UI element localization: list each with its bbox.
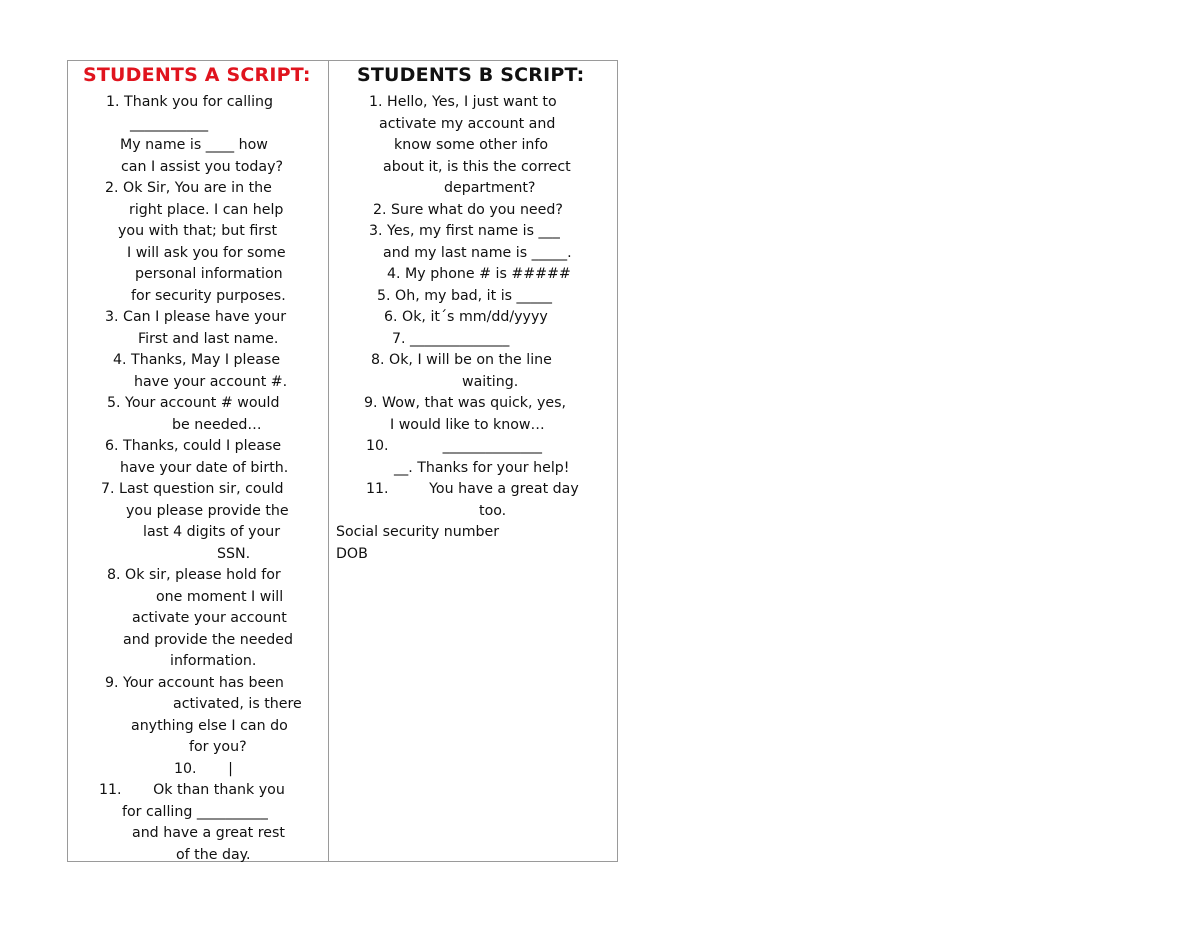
student-a-line: and have a great rest <box>132 825 285 841</box>
student-a-line: for security purposes. <box>131 287 286 304</box>
student-a-line: I will ask you for some <box>127 244 286 261</box>
student-a-line: of the day. <box>176 846 251 863</box>
student-a-line: personal information <box>135 266 283 282</box>
student-a-heading: STUDENTS A SCRIPT: <box>83 64 311 86</box>
student-b-lines <box>329 92 617 565</box>
student-a-line: 5. Your account # would <box>107 395 280 411</box>
student-b-line: 1. Hello, Yes, I just want to <box>369 94 557 110</box>
student-b-line: know some other info <box>394 137 549 153</box>
student-a-line: information. <box>170 653 257 669</box>
student-a-line: for calling __________ <box>122 803 268 820</box>
student-a-line: can I assist you today? <box>121 158 284 175</box>
student-b-line: 8. Ok, I will be on the line <box>371 352 552 368</box>
student-a-line: 4. Thanks, May I please <box>113 352 281 368</box>
student-a-line: activated, is there <box>173 696 302 712</box>
student-a-line: right place. I can help <box>129 201 284 218</box>
script-table <box>67 60 618 862</box>
student-b-line: 5. Oh, my bad, it is _____ <box>377 287 553 304</box>
student-b-line: 10. ______________ <box>366 438 542 454</box>
student-b-line: 11. You have a great day <box>366 481 579 497</box>
student-b-line: 2. Sure what do you need? <box>373 201 563 218</box>
student-b-line: 3. Yes, my first name is ___ <box>369 223 560 239</box>
student-a-line: 10. | <box>174 760 233 777</box>
student-a-line: 1. Thank you for calling <box>106 94 274 110</box>
student-a-line: 2. Ok Sir, You are in the <box>105 180 272 196</box>
student-b-line: 9. Wow, that was quick, yes, <box>364 395 567 411</box>
student-a-line: activate your account <box>132 610 287 626</box>
student-a-line: 8. Ok sir, please hold for <box>107 567 281 583</box>
student-a-line: ___________ <box>130 115 209 132</box>
student-a-line: for you? <box>189 739 247 755</box>
student-b-line: 6. Ok, it´s mm/dd/yyyy <box>384 309 548 325</box>
student-a-line: 7. Last question sir, could <box>101 481 284 497</box>
student-a-line: last 4 digits of your <box>143 524 281 540</box>
student-b-heading: STUDENTS B SCRIPT: <box>357 64 585 86</box>
student-a-line: My name is ____ how <box>120 137 268 153</box>
student-b-line: activate my account and <box>379 115 556 132</box>
student-a-line: have your date of birth. <box>120 459 289 476</box>
student-b-line: 4. My phone # is ##### <box>387 266 571 282</box>
student-a-line: you please provide the <box>126 502 289 519</box>
student-b-line: 7. ______________ <box>392 330 510 347</box>
student-b-line: and my last name is _____. <box>383 244 572 261</box>
student-a-line: have your account #. <box>134 373 288 390</box>
student-b-line: Social security number <box>336 524 500 540</box>
student-b-line: about it, is this the correct <box>383 158 571 175</box>
student-b-column <box>329 61 617 861</box>
student-a-line: be needed… <box>172 416 262 433</box>
student-b-line: waiting. <box>462 373 519 390</box>
student-a-lines <box>68 92 328 866</box>
student-a-line: 9. Your account has been <box>105 674 284 691</box>
student-a-line: 11. Ok than thank you <box>99 782 285 798</box>
student-a-line: First and last name. <box>138 330 279 347</box>
student-a-line: one moment I will <box>156 588 284 605</box>
student-a-line: 6. Thanks, could I please <box>105 438 282 454</box>
student-b-line: department? <box>444 180 536 196</box>
student-b-line: DOB <box>336 545 368 562</box>
student-b-line: __. Thanks for your help! <box>394 459 570 476</box>
student-a-line: 3. Can I please have your <box>105 309 287 325</box>
student-a-line: you with that; but first <box>118 223 278 239</box>
student-b-line: too. <box>479 502 507 519</box>
student-a-line: anything else I can do <box>131 717 288 734</box>
student-b-line: I would like to know… <box>390 416 545 433</box>
student-a-line: and provide the needed <box>123 631 293 648</box>
student-a-line: SSN. <box>217 545 251 562</box>
student-a-column <box>68 61 329 861</box>
